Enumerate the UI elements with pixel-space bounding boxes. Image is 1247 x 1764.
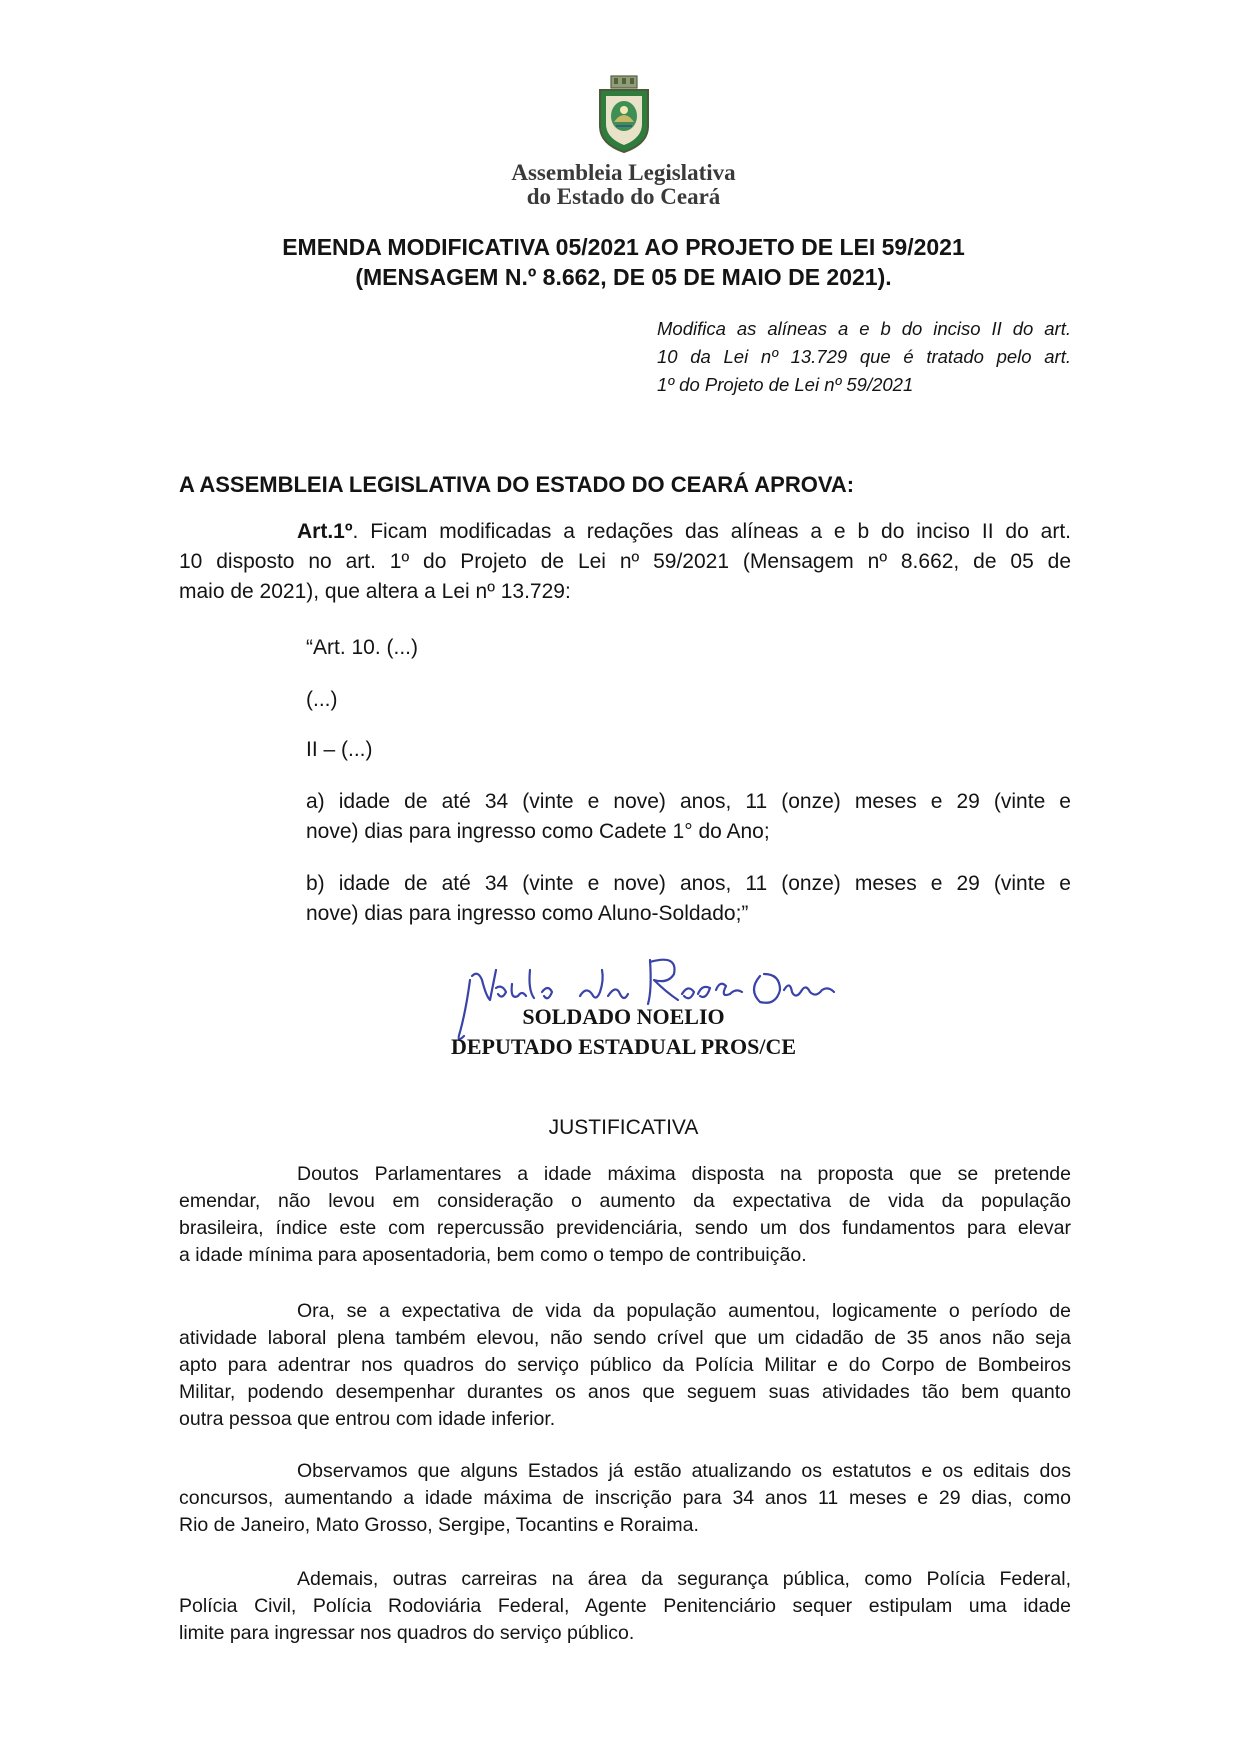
institution-name-line1: Assembleia Legislativa [511, 160, 736, 185]
institution-name-line2: do Estado do Ceará [526, 184, 721, 209]
coat-of-arms-icon [594, 74, 654, 154]
justification-p1-line: a idade mínima para aposentadoria, bem como o tempo de contribuição. [179, 1244, 807, 1266]
justification-p1-line: brasileira, índice este com repercussão previdenciária, sendo um dos fundamentos para elevar [179, 1217, 1071, 1239]
article1-line1 [297, 520, 1071, 544]
ementa-line: 10 da Lei nº 13.729 que é tratado pelo art. [657, 346, 1071, 367]
justification-p2-line: outra pessoa que entrou com idade inferior. [179, 1408, 556, 1430]
justification-p1-line: Doutos Parlamentares a idade máxima disposta na proposta que se pretende [297, 1163, 1071, 1185]
item-b-line2: nove) dias para ingresso como Aluno-Soldado;” [306, 902, 749, 925]
quoted-ellipsis: (...) [306, 688, 338, 711]
quoted-article-heading: “Art. 10. (...) [306, 636, 419, 659]
article1-line3: maio de 2021), que altera a Lei nº 13.729: [179, 580, 571, 603]
signatory-role: DEPUTADO ESTADUAL PROS/CE [450, 1034, 797, 1059]
document-title-line2: (MENSAGEM N.º 8.662, DE 05 DE MAIO DE 2021). [355, 264, 892, 290]
signatory-name: SOLDADO NOELIO [522, 1004, 725, 1029]
ementa-line: 1º do Projeto de Lei nº 59/2021 [657, 374, 914, 395]
approval-heading: A ASSEMBLEIA LEGISLATIVA DO ESTADO DO CEARÁ APROVA: [179, 472, 855, 497]
article1-label: Art.1º [297, 520, 353, 543]
item-a-line2: nove) dias para ingresso como Cadete 1° do Ano; [306, 820, 770, 843]
document-title-line1: EMENDA MODIFICATIVA 05/2021 AO PROJETO DE LEI 59/2021 [282, 234, 965, 260]
justification-p3-line: Rio de Janeiro, Mato Grosso, Sergipe, Tocantins e Roraima. [179, 1514, 699, 1536]
justification-p3-line: Observamos que alguns Estados já estão atualizando os estatutos e os editais dos [297, 1460, 1071, 1482]
item-a-line1: a) idade de até 34 (vinte e nove) anos, 11 (onze) meses e 29 (vinte e [306, 790, 1071, 813]
justification-p2-line: Ora, se a expectativa de vida da população aumentou, logicamente o período de [297, 1300, 1071, 1322]
justification-p4-line: Ademais, outras carreiras na área da segurança pública, como Polícia Federal, [297, 1568, 1071, 1590]
item-b-line1: b) idade de até 34 (vinte e nove) anos, 11 (onze) meses e 29 (vinte e [306, 872, 1071, 895]
justification-p4-line: Polícia Civil, Polícia Rodoviária Federal, Agente Penitenciário sequer estipulam uma idade [179, 1595, 1071, 1617]
justification-p1-line: emendar, não levou em consideração o aumento da expectativa de vida da população [179, 1190, 1071, 1212]
justification-heading: JUSTIFICATIVA [548, 1116, 699, 1139]
justification-p2-line: Militar, podendo desempenhar durantes os anos que seguem suas atividades tão bem quanto [179, 1381, 1071, 1403]
justification-p2-line: atividade laboral plena também elevou, não sendo crível que um cidadão de 35 anos não seja [179, 1327, 1071, 1349]
justification-p2-line: apto para adentrar nos quadros do serviço público da Polícia Militar e do Corpo de Bombeiros [179, 1354, 1071, 1376]
ementa-line: Modifica as alíneas a e b do inciso II do art. [657, 318, 1071, 339]
justification-p3-line: concursos, aumentando a idade máxima de inscrição para 34 anos 11 meses e 29 dias, como [179, 1487, 1071, 1509]
article1-line1-text: . Ficam modificadas a redações das alíneas a e b do inciso II do art. [352, 520, 1071, 543]
article1-line2: 10 disposto no art. 1º do Projeto de Lei nº 59/2021 (Mensagem nº 8.662, de 05 de [179, 550, 1071, 573]
quoted-inciso: II – (...) [306, 738, 373, 761]
justification-p4-line: limite para ingressar nos quadros do serviço público. [179, 1622, 635, 1644]
